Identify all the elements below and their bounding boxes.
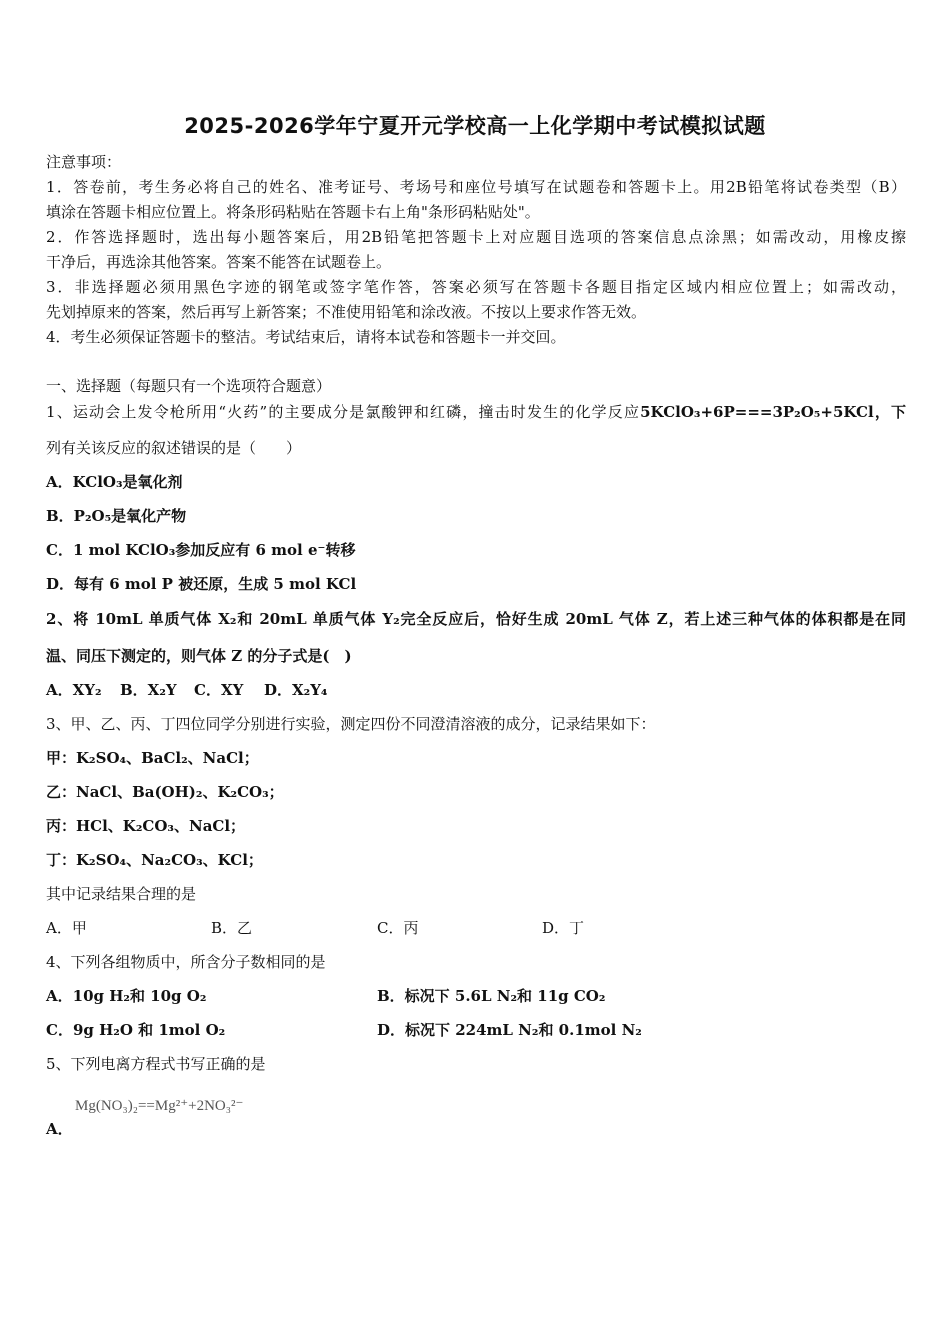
question-1-stem-cont: 列有关该反应的叙述错误的是（ ） bbox=[46, 439, 302, 457]
question-3-ask: 其中记录结果合理的是 bbox=[46, 885, 197, 903]
q5-option-a-formula: Mg(NO₃)₂==Mg²⁺+2NO₃²⁻ bbox=[75, 1098, 244, 1114]
q3-options bbox=[46, 918, 584, 938]
q3-record-ding: 丁：K₂SO₄、Na₂CO₃、KCl； bbox=[46, 851, 263, 869]
q3-record-bing: 丙：HCl、K₂CO₃、NaCl； bbox=[46, 817, 246, 835]
q1-option-a[interactable]: A．KClO₃是氧化剂 bbox=[46, 473, 183, 491]
q1-option-c[interactable]: C．1 mol KClO₃参加反应有 6 mol e⁻转移 bbox=[46, 541, 356, 559]
section-heading: 一、选择题（每题只有一个选项符合题意） bbox=[46, 377, 332, 395]
question-2-stem: 2、将 10mL 单质气体 X₂和 20mL 单质气体 Y₂完全反应后，恰好生成 20mL 气体 Z，若上述三种气体的体积都是在同 bbox=[46, 610, 906, 628]
q2-option-a[interactable]: A．XY₂ bbox=[46, 681, 102, 699]
question-1-text: 1、运动会上发令枪所用“火药”的主要成分是氯酸钾和红磷，撞击时发生的化学反应 bbox=[46, 403, 641, 421]
q4-option-d[interactable]: D．标况下 224mL N₂和 0.1mol N₂ bbox=[377, 1021, 642, 1039]
q3-option-d[interactable]: D．丁 bbox=[542, 919, 585, 937]
notice-line-4: 干净后，再选涂其他答案。答案不能答在试题卷上。 bbox=[46, 253, 392, 271]
q2-options bbox=[46, 680, 328, 700]
notice-line-6: 先划掉原来的答案，然后再写上新答案；不准使用铅笔和涂改液。不按以上要求作答无效。 bbox=[46, 303, 647, 321]
q4-option-a[interactable]: A．10g H₂和 10g O₂ bbox=[46, 987, 207, 1005]
notice-line-2: 填涂在答题卡相应位置上。将条形码粘贴在答题卡右上角"条形码粘贴处"。 bbox=[46, 203, 540, 221]
q2-option-b[interactable]: B．X₂Y bbox=[120, 681, 177, 699]
notice-line-1: 1．答卷前，考生务必将自己的姓名、准考证号、考场号和座位号填写在试题卷和答题卡上。用2B铅笔将试卷类型（B） bbox=[46, 178, 906, 196]
q5-option-a[interactable]: A． bbox=[46, 1120, 73, 1138]
q4-option-b[interactable]: B．标况下 5.6L N₂和 11g CO₂ bbox=[377, 987, 606, 1005]
page-title: 2025-2026学年宁夏开元学校高一上化学期中考试模拟试题 bbox=[184, 114, 766, 138]
q3-option-b[interactable]: B．乙 bbox=[211, 919, 253, 937]
q2-option-d[interactable]: D．X₂Y₄ bbox=[264, 681, 328, 699]
q1-option-b[interactable]: B．P₂O₅是氧化产物 bbox=[46, 507, 187, 525]
notice-heading: 注意事项： bbox=[46, 153, 122, 171]
q4-option-c[interactable]: C．9g H₂O 和 1mol O₂ bbox=[46, 1021, 226, 1039]
q3-record-jia: 甲：K₂SO₄、BaCl₂、NaCl； bbox=[46, 749, 259, 767]
question-5-stem: 5、下列电离方程式书写正确的是 bbox=[46, 1055, 266, 1073]
q3-option-a[interactable]: A．甲 bbox=[46, 919, 87, 937]
question-4-stem: 4、下列各组物质中，所含分子数相同的是 bbox=[46, 953, 326, 971]
notice-line-7: 4．考生必须保证答题卡的整洁。考试结束后，请将本试卷和答题卡一并交回。 bbox=[46, 328, 566, 346]
question-1-stem bbox=[46, 402, 906, 422]
question-3-stem: 3、甲、乙、丙、丁四位同学分别进行实验，测定四份不同澄清溶液的成分，记录结果如下： bbox=[46, 715, 656, 733]
q3-option-c[interactable]: C．丙 bbox=[377, 919, 419, 937]
question-2-stem-cont: 温、同压下测定的，则气体 Z 的分子式是( ) bbox=[46, 647, 352, 665]
notice-line-3: 2．作答选择题时，选出每小题答案后，用2B铅笔把答题卡上对应题目选项的答案信息点涂黑；如需改动，用橡皮擦 bbox=[46, 228, 906, 246]
question-1-equation: 5KClO₃+6P===3P₂O₅+5KCl，下 bbox=[640, 403, 906, 421]
q1-option-d[interactable]: D．每有 6 mol P 被还原，生成 5 mol KCl bbox=[46, 575, 357, 593]
notice-line-5: 3．非选择题必须用黑色字迹的钢笔或签字笔作答，答案必须写在答题卡各题目指定区域内相应位置上；如需改动， bbox=[46, 278, 906, 296]
q2-option-c[interactable]: C．XY bbox=[194, 681, 244, 699]
q3-record-yi: 乙：NaCl、Ba(OH)₂、K₂CO₃； bbox=[46, 783, 284, 801]
